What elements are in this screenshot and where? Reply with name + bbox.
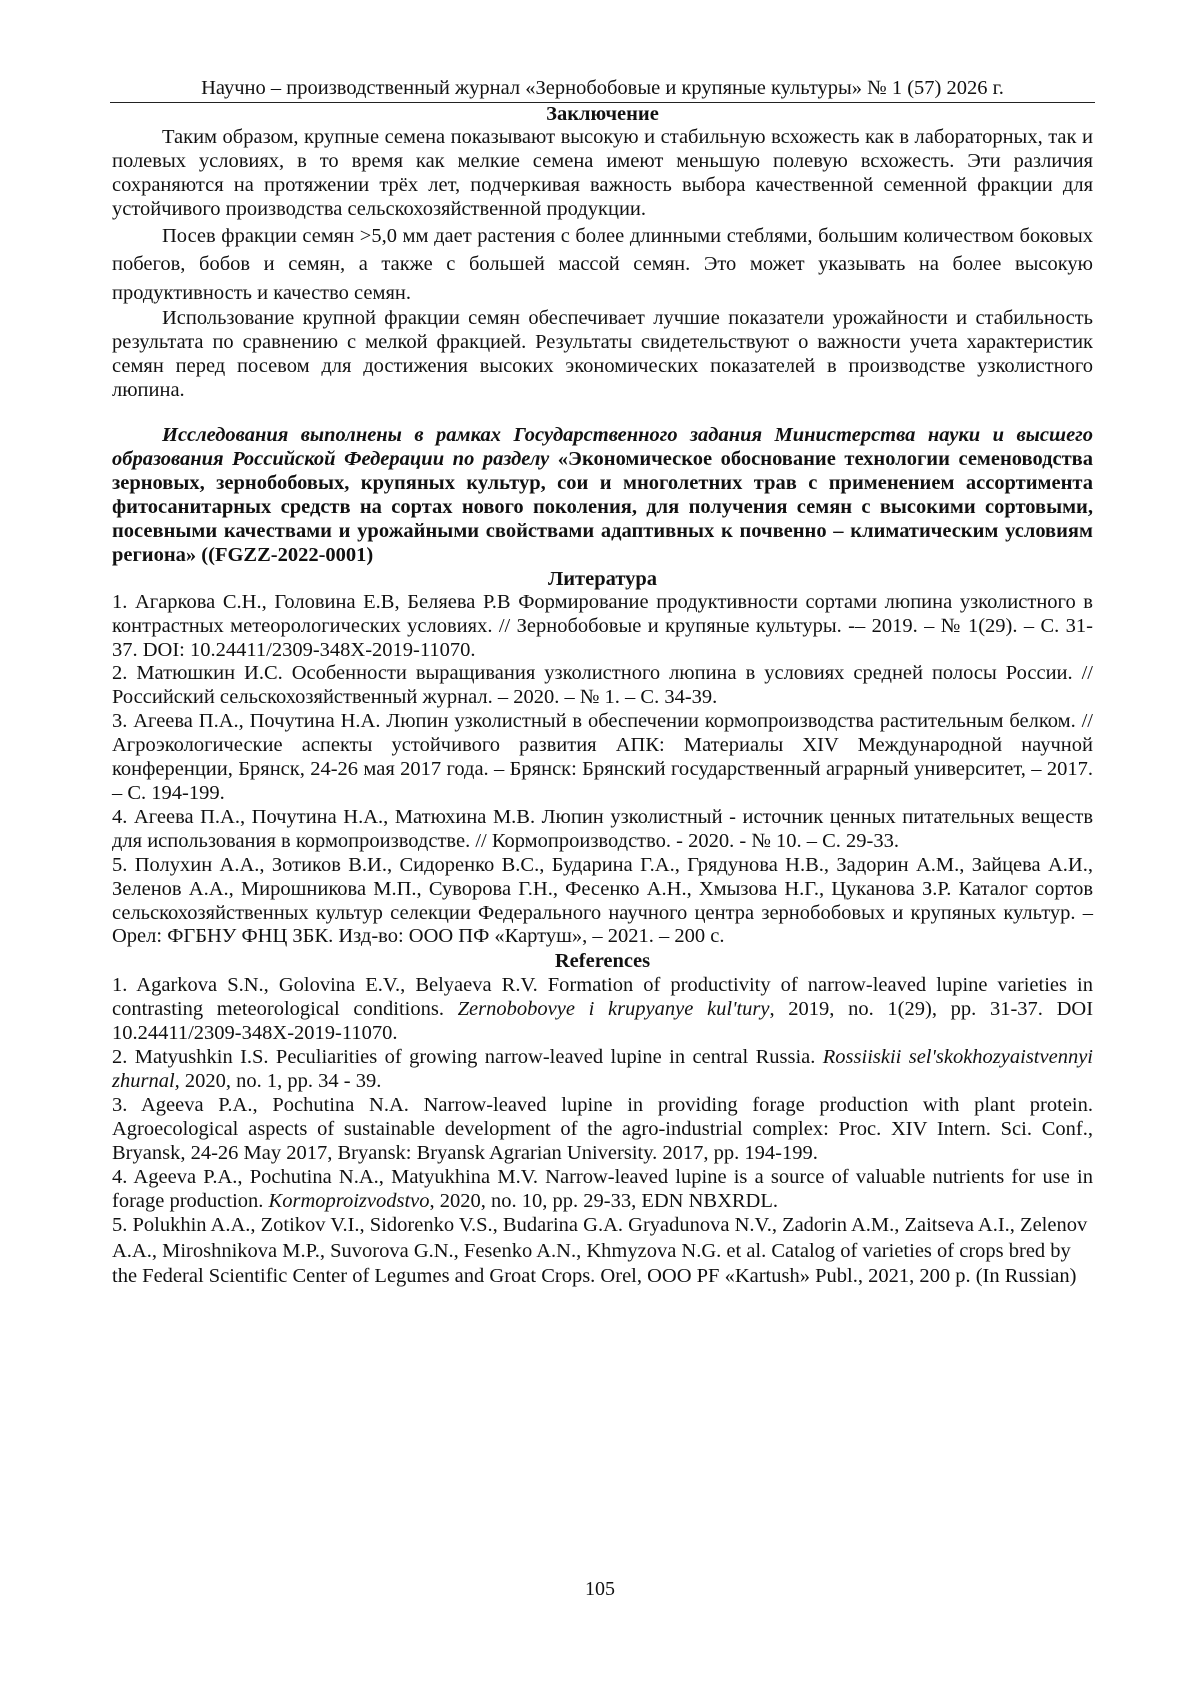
literature-item: 5. Полухин А.А., Зотиков В.И., Сидоренко В.С., Бударина Г.А., Грядунова Н.В., Задорин А.М., Зайцева А.И., Зеленов А.А., Мирошникова М.П., Суворова Г.Н., Фесенко А.Н., Хмызова Н.Г., Цуканова З.Р. Каталог сортов сельскохозяйственных культур селекции Федерального научного центра зернобобовых и крупяных культур. – Орел: ФГБНУ ФНЦ ЗБК. Изд-во: ООО ПФ «Картуш», – 2021. – 200 с. — [112, 853, 1093, 948]
funding-project-title: «Экономическое обоснование технологии семеноводства зерновых, зернобобовых, крупяных культур, сои и многолетних трав с применением ассортимента фитосанитарных средств на сортах нового поколения, для получения семян с высокими сортовыми, посевными качествами и урожайными свойствами адаптивных к почвенно – климатическим условиям региона» ((FGZZ-2022-0001) — [112, 447, 1093, 566]
reference-text: 3. Ageeva P.A., Pochutina N.A. Narrow-leaved lupine in providing forage production with plant protein. Agroecological aspects of sustainable development of the agro-industrial complex: Proc. XIV Intern. Sci. Conf., Bryansk, 24-26 May 2017, Bryansk: Bryansk Agrarian University. 2017, pp. 194-199. — [112, 1094, 1093, 1165]
funding-statement: Исследования выполнены в рамках Государственного задания Министерства науки и высшего образования Российской Федерации по разделу — [112, 423, 1093, 470]
reference-item — [112, 1045, 1093, 1093]
literature-item: 1. Агаркова С.Н., Головина Е.В, Беляева Р.В Формирование продуктивности сортами люпина узколистного в контрастных метеорологических условиях. // Зернобобовые и крупяные культуры. -– 2019. – № 1(29). – С. 31-37. DOI: 10.24411/2309-348Х-2019-11070. — [112, 590, 1093, 661]
reference-text: , 2019, no. 1(29), pp. 31-37. DOI 10.24411/2309-348X-2019-11070. — [112, 998, 1094, 1045]
funding-acknowledgment — [112, 423, 1093, 567]
page-content — [112, 102, 1093, 1290]
reference-journal: Kormoproizvodstvo — [268, 1190, 430, 1213]
literature-item: 4. Агеева П.А., Почутина Н.А., Матюхина М.В. Люпин узколистный - источник ценных питательных веществ для использования в кормопроизводстве. // Кормопроизводство. - 2020. - № 10. – С. 29-33. — [112, 805, 1093, 852]
reference-journal: Rossiiskii sel'skokhozyaistvennyi zhurnal, — [112, 1046, 1093, 1093]
conclusion-paragraph: Посев фракции семян >5,0 мм дает растения с более длинными стеблями, большим количеством боковых побегов, бобов и семян, а также с большей массой семян. Это может указывать на более высокую продуктивность и качество семян. — [112, 224, 1093, 304]
reference-text: 5. Polukhin A.A., Zotikov V.I., Sidorenko V.S., Budarina G.A. Gryadunova N.V., Zadorin A.M., Zaitseva A.I., Zelenov A.A., Miroshnikova M.P., Suvorova G.N., Fesenko A.N., Khmyzova N.G. et al. Catalog of varieties of crops bred by the Federal Scientific Center of Legumes and Groat Crops. Orel, OOO PF «Kartush» Publ., 2021, 200 p. (In Russian) — [112, 1214, 1088, 1288]
reference-text: , 2020, no. 10, pp. 29-33, EDN NBXRDL. — [429, 1190, 779, 1213]
reference-text: 2. Matyushkin I.S. Peculiarities of growing narrow-leaved lupine in central Russia. — [112, 1046, 823, 1069]
conclusion-heading: Заключение — [546, 103, 659, 125]
conclusion-paragraph: Таким образом, крупные семена показывают высокую и стабильную всхожесть как в лабораторных, так и полевых условиях, в то время как мелкие семена имеют меньшую полевую всхожесть. Эти различия сохраняются на протяжении трёх лет, подчеркивая важность выбора качественной семенной фракции для устойчивого производства сельскохозяйственной продукции. — [112, 126, 1093, 220]
reference-item — [112, 973, 1093, 1045]
conclusion-paragraph: Использование крупной фракции семян обеспечивает лучшие показатели урожайности и стабильность результата по сравнению с мелкой фракцией. Результаты свидетельствуют о важности учета характеристик семян перед посевом для достижения высоких экономических показателей в производстве узколистного люпина. — [112, 307, 1093, 401]
literature-item: 3. Агеева П.А., Почутина Н.А. Люпин узколистный в обеспечении кормопроизводства растительным белком. // Агроэкологические аспекты устойчивого развития АПК: Материалы XIV Международной научной конференции, Брянск, 24-26 мая 2017 года. – Брянск: Брянский государственный аграрный университет, – 2017. – С. 194-199. — [112, 710, 1093, 804]
reference-text: 4. Ageeva P.A., Pochutina N.A., Matyukhina M.V. Narrow-leaved lupine is a source of valuable nutrients for use in forage production. — [112, 1166, 1093, 1213]
reference-item — [112, 1213, 1093, 1290]
reference-item — [112, 1165, 1093, 1213]
reference-item — [112, 1093, 1093, 1165]
references-heading: References — [554, 950, 651, 973]
reference-journal: Zernobobovye i krupyanye kul'tury — [457, 998, 770, 1021]
running-header: Научно – производственный журнал «Зернобобовые и крупяные культуры» № 1 (57) 2026 г. — [110, 75, 1095, 103]
literature-heading: Литература — [547, 567, 658, 590]
reference-text: 1. Agarkova S.N., Golovina E.V., Belyaeva R.V. Formation of productivity of narrow-leaved lupine varieties in contrasting meteorological conditions. — [112, 974, 1093, 1021]
reference-text: 2020, no. 1, pp. 34 - 39. — [179, 1070, 382, 1093]
literature-item: 2. Матюшкин И.С. Особенности выращивания узколистного люпина в условиях средней полосы России. // Российский сельскохозяйственный журнал. – 2020. – № 1. – С. 34-39. — [112, 662, 1093, 709]
page-number: 105 — [585, 1578, 615, 1600]
